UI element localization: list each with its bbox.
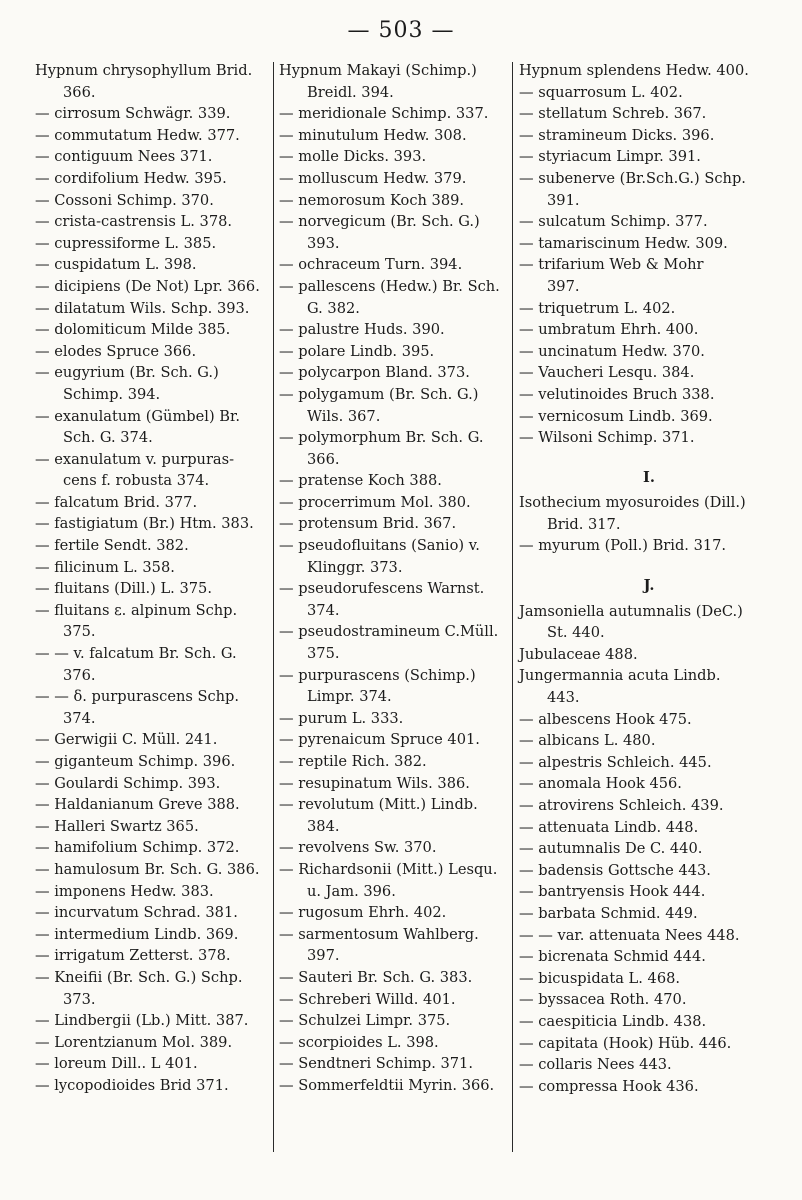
index-entry: — dolomiticum Milde 385. [35,321,231,339]
index-entry: — lycopodioides Brid 371. [35,1076,229,1094]
index-entry: 366. [307,450,340,468]
index-entry: — attenuata Lindb. 448. [519,818,699,836]
index-entry: — cuspidatum L. 398. [35,256,197,274]
index-entry: — exanulatum (Gümbel) Br. [35,407,241,425]
index-entry: — Schreberi Willd. 401. [279,990,456,1008]
index-entry: — bicuspidata L. 468. [519,969,681,987]
index-entry: — protensum Brid. 367. [279,515,457,533]
index-entry: — elodes Spruce 366. [35,342,197,360]
index-entry: — styriacum Limpr. 391. [519,148,701,166]
index-entry: St. 440. [547,624,605,642]
index-entry: Klinggr. 373. [307,558,403,576]
index-entry: 375. [63,623,96,641]
index-entry: — Haldanianum Greve 388. [35,796,240,814]
index-entry: 393. [307,234,340,252]
index-entry: — irrigatum Zetterst. 378. [35,947,231,965]
index-entry: — Sommerfeldtii Myrin. 366. [279,1076,495,1094]
index-entry: Isothecium myosuroides (Dill.) [519,494,746,512]
index-entry: — purpurascens (Schimp.) [279,666,476,684]
index-entry: cens f. robusta 374. [63,472,210,490]
index-entry: Wils. 367. [307,407,381,425]
index-entry: Hypnum splendens Hedw. 400. [519,62,749,79]
index-entry: — myurum (Poll.) Brid. 317. [519,537,727,555]
index-entry: — polycarpon Bland. 373. [279,364,470,382]
index-entry: — albicans L. 480. [519,732,656,750]
index-entry: 443. [547,689,580,707]
index-entry: Limpr. 374. [307,688,392,706]
index-entry: — anomala Hook 456. [519,775,682,793]
index-entry: — Vaucheri Lesqu. 384. [519,364,695,382]
index-entry: — pseudostramineum C.Müll. [279,623,499,641]
index-entry: — Lindbergii (Lb.) Mitt. 387. [35,1012,249,1030]
index-entry: — resupinatum Wils. 386. [279,774,470,792]
index-entry: — caespiticia Lindb. 438. [519,1012,707,1030]
index-entry: 397. [547,277,580,295]
index-entry: — cirrosum Schwägr. 339. [35,105,231,123]
index-entry: — dilatatum Wils. Schp. 393. [35,299,250,317]
index-entry: — imponens Hedw. 383. [35,882,214,900]
index-entry: — ochraceum Turn. 394. [279,256,463,274]
index-entry: — — var. attenuata Nees 448. [519,926,740,944]
index-entry: — hamifolium Schimp. 372. [35,839,240,857]
index-entry: — loreum Dill.. L 401. [35,1055,198,1073]
index-entry: — revolutum (Mitt.) Lindb. [279,796,478,814]
index-entry: — crista-castrensis L. 378. [35,213,233,231]
column-divider [273,62,274,1152]
index-entry: — sarmentosum Wahlberg. [279,925,479,943]
index-entry: — nemorosum Koch 389. [279,191,465,209]
index-entry: — compressa Hook 436. [519,1077,699,1095]
index-entry: — procerrimum Mol. 380. [279,493,471,511]
index-entry: — cordifolium Hedw. 395. [35,169,227,187]
index-entry: — uncinatum Hedw. 370. [519,342,705,360]
index-entry: — pallescens (Hedw.) Br. Sch. [279,277,500,295]
index-entry: — cupressiforme L. 385. [35,234,217,252]
index-entry: — Cossoni Schimp. 370. [35,191,214,209]
index-entry: — alpestris Schleich. 445. [519,753,712,771]
index-entry: — sulcatum Schimp. 377. [519,213,708,231]
index-entry: — polare Lindb. 395. [279,342,435,360]
index-entry: — Schulzei Limpr. 375. [279,1012,451,1030]
index-entry: — pseudorufescens Warnst. [279,580,485,598]
index-entry: — polygamum (Br. Sch. G.) [279,385,479,403]
index-column-3 [519,60,779,1097]
index-entry: — velutinoides Bruch 338. [519,385,715,403]
index-entry: — fluitans (Dill.) L. 375. [35,580,212,598]
index-entry: — Sendtneri Schimp. 371. [279,1055,473,1073]
index-entry: Jungermannia acuta Lindb. [519,667,721,685]
index-entry: Jamsoniella autumnalis (DeC.) [519,602,743,620]
section-heading: I. [643,468,655,486]
index-entry: — collaris Nees 443. [519,1056,672,1074]
index-entry: 384. [307,817,340,835]
index-entry: — norvegicum (Br. Sch. G.) [279,213,480,231]
index-entry: — fastigiatum (Br.) Htm. 383. [35,515,254,533]
index-entry: — umbratum Ehrh. 400. [519,321,699,339]
index-entry: — giganteum Schimp. 396. [35,753,236,770]
index-entry: Jubulaceae 488. [519,645,638,663]
index-entry: — bantryensis Hook 444. [519,883,706,901]
section-heading: J. [643,577,655,595]
index-entry: — rugosum Ehrh. 402. [279,904,447,922]
index-column-1 [35,60,267,1097]
index-entry: 374. [307,601,340,619]
index-entry: — hamulosum Br. Sch. G. 386. [35,860,260,878]
index-entry: — pseudofluitans (Sanio) v. [279,537,480,555]
index-entry: — stellatum Schreb. 367. [519,105,707,123]
index-entry: — eugyrium (Br. Sch. G.) [35,364,219,382]
index-entry: — polymorphum Br. Sch. G. [279,429,484,447]
index-entry: — bicrenata Schmid 444. [519,948,706,966]
index-entry: — filicinum L. 358. [35,558,175,576]
index-entry: — contiguum Nees 371. [35,148,213,166]
index-entry: — scorpioides L. 398. [279,1033,439,1051]
index-entry: G. 382. [307,299,360,317]
index-entry: 375. [307,645,340,663]
index-entry: — triquetrum L. 402. [519,299,676,317]
index-entry: — autumnalis De C. 440. [519,840,703,858]
index-entry: — subenerve (Br.Sch.G.) Schp. [519,169,746,187]
index-entry: 366. [63,83,96,101]
index-entry: — palustre Huds. 390. [279,321,445,339]
index-entry: — dicipiens (De Not) Lpr. 366. [35,277,260,295]
index-entry: 376. [63,666,96,684]
index-column-2 [279,60,509,1097]
index-entry: Schimp. 394. [63,385,161,403]
index-entry: — Lorentzianum Mol. 389. [35,1033,233,1051]
index-entry: — pyrenaicum Spruce 401. [279,731,480,749]
index-entry: — fertile Sendt. 382. [35,537,189,555]
index-entry: — Goulardi Schimp. 393. [35,774,221,792]
page-number: — 503 — [347,18,455,43]
index-entry: — stramineum Dicks. 396. [519,126,715,144]
index-entry: 397. [307,947,340,965]
index-entry: Brid. 317. [547,515,621,533]
index-entry: — byssacea Roth. 470. [519,991,687,1009]
index-entry: — Kneifii (Br. Sch. G.) Schp. [35,968,243,986]
index-entry: 374. [63,709,96,727]
index-entry: u. Jam. 396. [307,882,396,900]
index-entry: — — v. falcatum Br. Sch. G. [35,645,237,663]
index-entry: — commutatum Hedw. 377. [35,126,240,144]
index-entry: — intermedium Lindb. 369. [35,925,239,943]
index-entry: Sch. G. 374. [63,429,153,447]
index-entry: — squarrosum L. 402. [519,83,683,101]
index-entry: — capitata (Hook) Hüb. 446. [519,1034,732,1052]
index-entry: — — δ. purpurascens Schp. [35,688,240,706]
index-entry: — pratense Koch 388. [279,472,442,490]
index-entry: — exanulatum v. purpuras- [35,450,235,468]
index-entry: — barbata Schmid. 449. [519,904,698,922]
index-entry: — purum L. 333. [279,709,404,727]
index-entry: — tamariscinum Hedw. 309. [519,234,728,252]
index-entry: Hypnum Makayi (Schimp.) [279,62,477,79]
index-entry: — albescens Hook 475. [519,710,692,728]
index-entry: — incurvatum Schrad. 381. [35,904,238,922]
index-entry: — falcatum Brid. 377. [35,493,198,511]
index-entry: — fluitans ε. alpinum Schp. [35,601,238,619]
index-entry: — Gerwigii C. Müll. 241. [35,731,218,749]
index-entry: — minutulum Hedw. 308. [279,126,467,144]
index-entry: — meridionale Schimp. 337. [279,105,489,123]
index-entry: — Wilsoni Schimp. 371. [519,429,695,447]
index-entry: — atrovirens Schleich. 439. [519,797,724,814]
index-entry: — vernicosum Lindb. 369. [519,407,713,425]
index-entry: — badensis Gottsche 443. [519,861,711,879]
index-entry: — revolvens Sw. 370. [279,839,437,857]
index-entry: Breidl. 394. [307,83,394,101]
index-entry: — molluscum Hedw. 379. [279,169,467,187]
index-entry: — Halleri Swartz 365. [35,817,199,835]
index-entry: — Richardsonii (Mitt.) Lesqu. [279,860,498,878]
index-entry: Hypnum chrysophyllum Brid. [35,62,253,79]
column-divider [512,62,513,1152]
index-entry: — Sauteri Br. Sch. G. 383. [279,968,473,986]
index-entry: — trifarium Web & Mohr [519,256,704,274]
index-entry: 373. [63,990,96,1008]
index-entry: — molle Dicks. 393. [279,148,427,166]
index-entry: — reptile Rich. 382. [279,753,427,770]
index-entry: 391. [547,191,580,209]
